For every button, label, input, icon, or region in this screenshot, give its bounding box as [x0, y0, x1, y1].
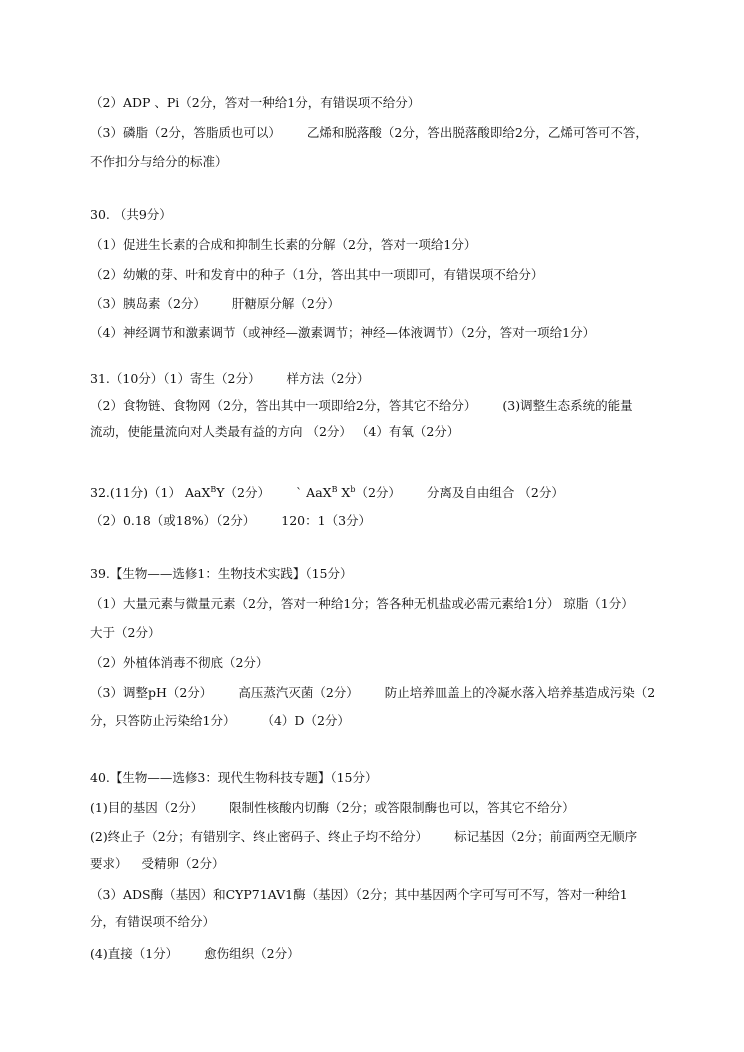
- line-31-2-cont: 流动，使能量流向对人类最有益的方向 （2分） （4）有氧（2分）: [90, 424, 460, 439]
- q32-heading: 32.(11分)（1） AaX$^B$Y（2分） ` AaX$^B$ $X^b(2$分） 分离及自由组合 （2分）: [90, 484, 564, 500]
- line-40-2-cont: 要求） 受精卵（2分）: [90, 856, 225, 871]
- line-39-1: （1）大量元素与微量元素（2分，答对一种给1分；答各种无机盐或必需元素给1分） 琼脂（1分）: [90, 596, 634, 611]
- q30-heading: 30. （共9分）: [90, 207, 172, 222]
- line-39-3-cont: 分，只答防止污染给1分） （4）D（2分）: [90, 713, 350, 728]
- line-39-3: （3）调整pH（2分） 高压蒸汽灭菌（2分） 防止培养皿盖上的冷凝水落入培养基造成污染（2: [90, 685, 656, 700]
- line-29-3-cont: 不作扣分与给分的标准）: [90, 154, 228, 169]
- line-39-2: （2）外植体消毒不彻底（2分）: [90, 655, 269, 670]
- line-40-3: （3）ADS酶（基因）和CYP71AV1酶（基因）（2分；其中基因两个字可写可不写，答对一种给1: [90, 887, 628, 902]
- line-32-2: （2）0.18（或18%）（2分） 120：1（3分）: [90, 513, 372, 528]
- line-39-1-cont: 大于（2分）: [90, 625, 161, 640]
- q31-heading: 31.（10分）（1）寄生（2分） 样方法（2分）: [90, 371, 370, 386]
- line-40-1: (1)目的基因（2分） 限制性核酸内切酶（2分；或答限制酶也可以，答其它不给分）: [90, 800, 575, 815]
- line-31-2: （2）食物链、食物网（2分，答出其中一项即给2分，答其它不给分） (3)调整生态系统的能量: [90, 398, 633, 413]
- q40-heading: 40.【生物——选修3：现代生物科技专题】（15分）: [90, 770, 378, 785]
- line-30-2: （2）幼嫩的芽、叶和发育中的种子（1分，答出其中一项即可，有错误项不给分）: [90, 267, 544, 282]
- line-30-1: （1）促进生长素的合成和抑制生长素的分解（2分，答对一项给1分）: [90, 237, 477, 252]
- line-29-2: （2）ADP 、Pi（2分，答对一种给1分，有错误项不给分）: [90, 95, 421, 110]
- line-29-3: （3）磷脂（2分，答脂质也可以） 乙烯和脱落酸（2分，答出脱落酸即给2分，乙烯可答可不答，: [90, 125, 648, 140]
- line-40-4: (4)直接（1分） 愈伤组织（2分）: [90, 946, 300, 961]
- line-40-2: (2)终止子（2分；有错别字、终止密码子、终止子均不给分） 标记基因（2分；前面两空无顺序: [90, 829, 638, 844]
- line-30-3: （3）胰岛素（2分） 肝糖原分解（2分）: [90, 296, 340, 311]
- line-40-3-cont: 分，有错误项不给分）: [90, 914, 216, 929]
- q39-heading: 39.【生物——选修1：生物技术实践】（15分）: [90, 566, 353, 581]
- line-30-4: （4）神经调节和激素调节（或神经—激素调节；神经—体液调节）（2分，答对一项给1分）: [90, 325, 596, 340]
